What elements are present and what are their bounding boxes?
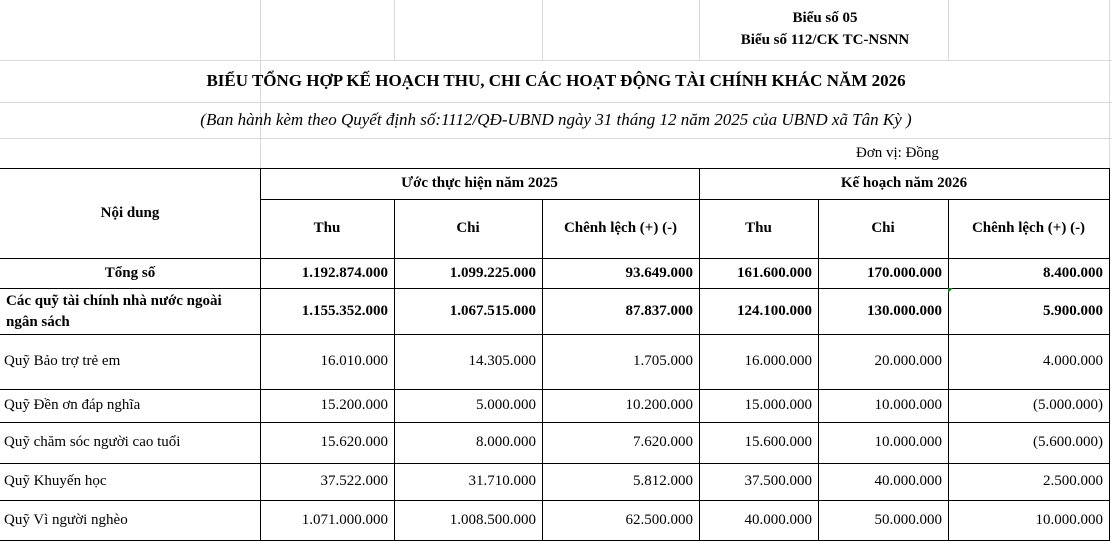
cell-thu-2026: 40.000.000: [744, 511, 812, 528]
cell-thu-2026: 15.000.000: [744, 397, 812, 413]
cell-diff-2026: (5.600.000): [1033, 434, 1103, 450]
cell-diff-2025: 93.649.000: [625, 264, 693, 281]
cell-diff-2026: 4.000.000: [1043, 353, 1103, 369]
cell-chi-2025: 1.099.225.000: [449, 264, 536, 281]
cell-diff-2026: 2.500.000: [1043, 473, 1103, 489]
header-thu-2025: Thu: [313, 220, 341, 236]
cell-chi-2026: 170.000.000: [867, 264, 942, 281]
cell-diff-2025: 10.200.000: [625, 397, 693, 413]
cell-thu-2026: 124.100.000: [737, 302, 812, 319]
row-label: Quỹ Khuyến học: [4, 473, 107, 489]
cell-thu-2025: 1.192.874.000: [301, 264, 388, 281]
header-group-2025: Ước thực hiện năm 2025: [401, 175, 558, 191]
header-chi-2026: Chi: [871, 220, 895, 236]
cell-diff-2025: 5.812.000: [633, 473, 693, 489]
cell-diff-2026: (5.000.000): [1033, 397, 1103, 413]
row-label-line2: ngân sách: [6, 314, 70, 330]
page-subtitle: (Ban hành kèm theo Quyết định số:1112/QĐ-UBND ngày 31 tháng 12 năm 2025 của UBND xã Tân Kỳ ): [200, 110, 912, 129]
cell-diff-2025: 62.500.000: [625, 511, 693, 528]
row-label: Quỹ Vì người nghèo: [4, 511, 128, 528]
cell-chi-2026: 20.000.000: [874, 353, 942, 369]
header-chi-2025: Chi: [456, 220, 480, 236]
cell-thu-2025: 1.071.000.000: [301, 511, 388, 528]
cell-thu-2026: 15.600.000: [744, 434, 812, 450]
page-title: BIỂU TỔNG HỢP KẾ HOẠCH THU, CHI CÁC HOẠT ĐỘNG TÀI CHÍNH KHÁC NĂM 2026: [206, 71, 906, 90]
cell-diff-2025: 1.705.000: [633, 353, 693, 369]
cell-chi-2026: 130.000.000: [867, 302, 942, 319]
cell-thu-2026: 16.000.000: [744, 353, 812, 369]
cell-thu-2025: 16.010.000: [320, 353, 388, 369]
cell-diff-2026: 8.400.000: [1043, 264, 1103, 281]
cell-chi-2026: 40.000.000: [874, 473, 942, 489]
cell-chi-2025: 31.710.000: [468, 473, 536, 489]
cell-chi-2025: 14.305.000: [468, 353, 536, 369]
cell-chi-2026: 50.000.000: [874, 511, 942, 528]
cell-thu-2025: 37.522.000: [320, 473, 388, 489]
cell-thu-2025: 15.620.000: [320, 434, 388, 450]
row-label: Quỹ Đền ơn đáp nghĩa: [4, 397, 141, 413]
cell-chi-2025: 5.000.000: [476, 397, 536, 413]
header-diff-2026: Chênh lệch (+) (-): [971, 220, 1086, 236]
header-content: Nội dung: [100, 204, 160, 221]
header-thu-2026: Thu: [745, 220, 772, 236]
cell-diff-2026: 10.000.000: [1035, 511, 1103, 528]
cell-diff-2025: 87.837.000: [625, 302, 693, 319]
cell-thu-2026: 161.600.000: [737, 264, 812, 281]
cell-diff-2025: 7.620.000: [633, 434, 693, 450]
form-number: Biểu số 05: [792, 10, 858, 26]
cell-chi-2026: 10.000.000: [874, 397, 942, 413]
unit-label: Đơn vị: Đồng: [856, 145, 939, 161]
header-group-2026: Kế hoạch năm 2026: [840, 175, 968, 191]
cell-diff-2026: 5.900.000: [1043, 302, 1103, 319]
cell-thu-2026: 37.500.000: [744, 473, 812, 489]
row-label: Quỹ Bảo trợ trẻ em: [4, 353, 121, 369]
row-label: Tổng số: [104, 264, 156, 281]
row-label: Quỹ chăm sóc người cao tuổi: [4, 434, 181, 450]
cell-chi-2026: 10.000.000: [874, 434, 942, 450]
cell-chi-2025: 1.067.515.000: [449, 302, 536, 319]
cell-chi-2025: 8.000.000: [476, 434, 536, 450]
cell-thu-2025: 15.200.000: [320, 397, 388, 413]
row-label-line1: Các quỹ tài chính nhà nước ngoài: [6, 293, 222, 309]
header-diff-2025: Chênh lệch (+) (-): [563, 220, 678, 236]
cell-chi-2025: 1.008.500.000: [449, 511, 536, 528]
form-code: Biểu số 112/CK TC-NSNN: [740, 32, 910, 48]
cell-thu-2025: 1.155.352.000: [301, 302, 388, 319]
comment-indicator-icon: [948, 288, 953, 293]
